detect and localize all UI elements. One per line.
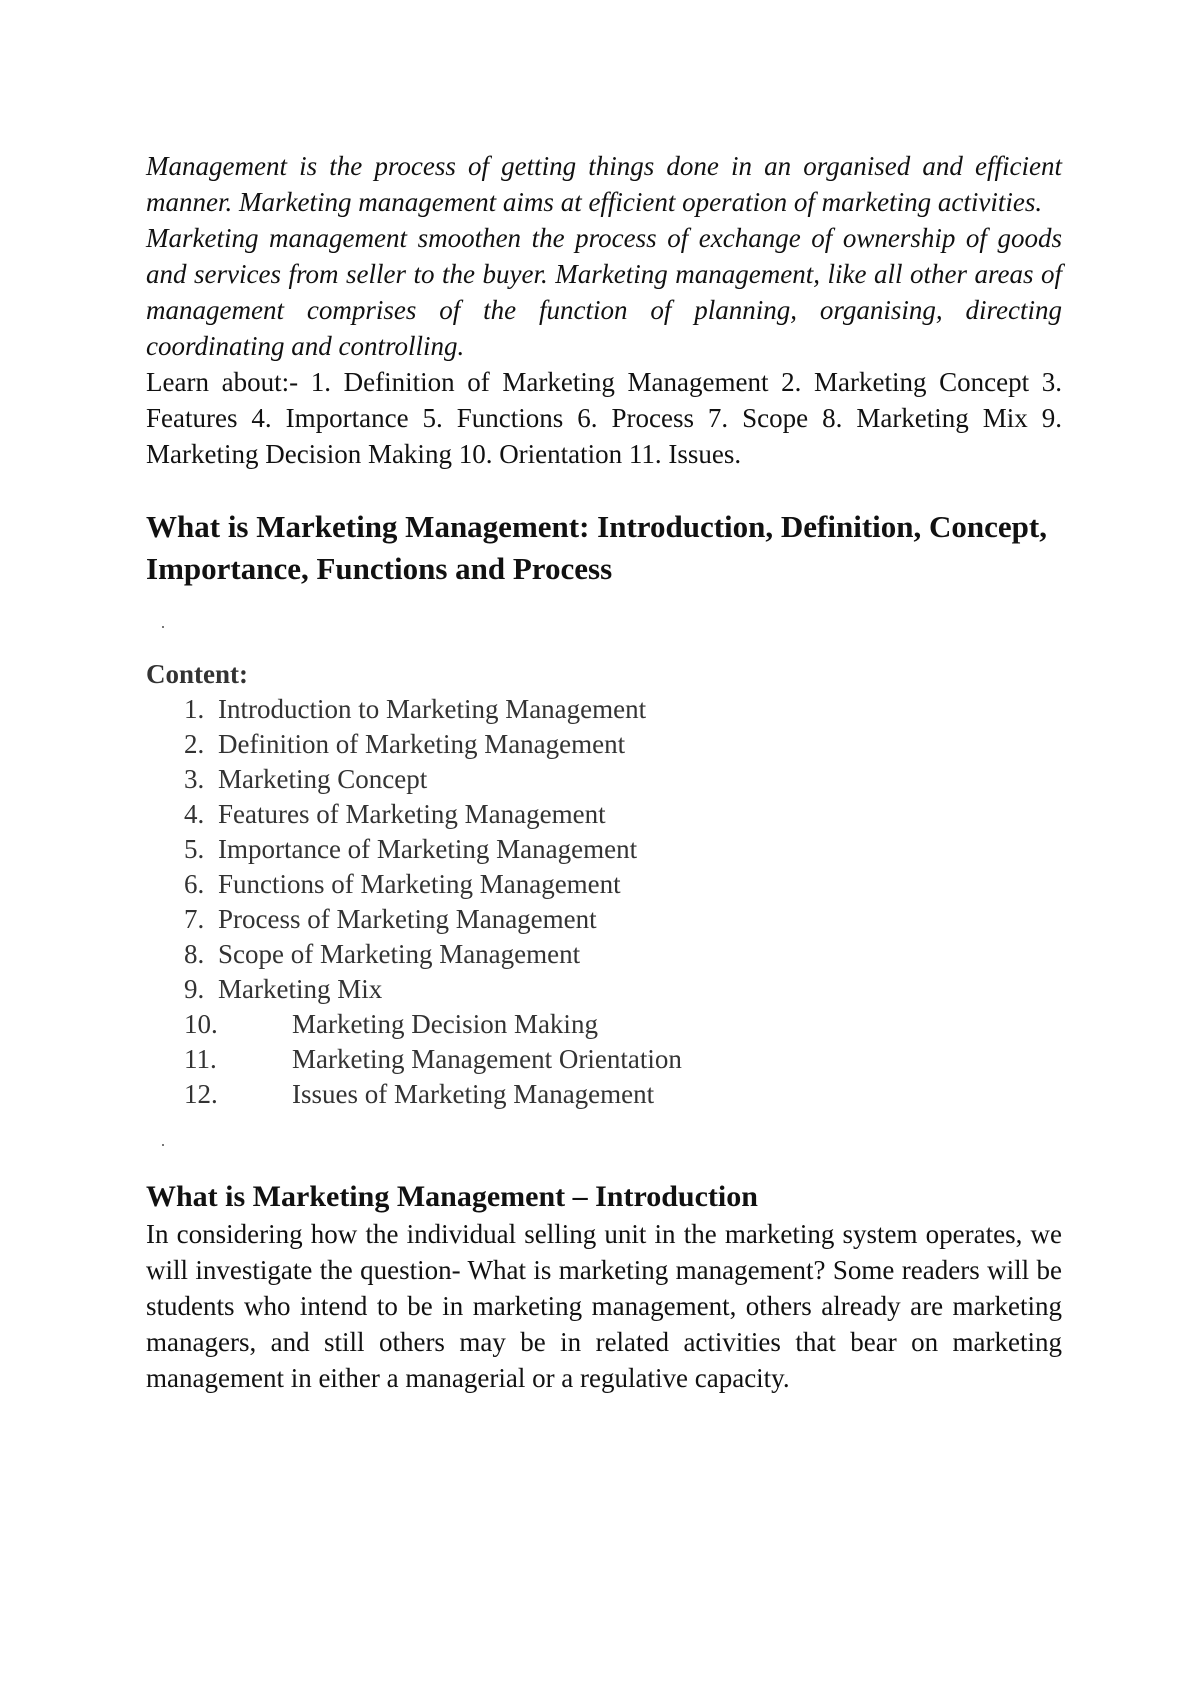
toc-item[interactable] — [146, 797, 1062, 832]
toc-item-number: 4. — [184, 799, 205, 829]
toc-item[interactable] — [146, 1077, 1062, 1112]
toc-item-number: 8. — [184, 939, 205, 969]
intro-italic-paragraph-1: Management is the process of getting things done in an organised and efficient manner. Marketing management aims at efficient operation of marketing activities. — [146, 151, 1062, 217]
content-label: Content: — [146, 659, 248, 689]
main-heading: What is Marketing Management: Introduction, Definition, Concept, Importance, Functions and Process — [146, 509, 1047, 586]
toc-item-text: Scope of Marketing Management — [218, 939, 581, 969]
toc-item-text: Definition of Marketing Management — [218, 729, 626, 759]
document-page — [146, 148, 1062, 1396]
toc-item-text: Importance of Marketing Management — [218, 834, 638, 864]
toc-item[interactable] — [146, 832, 1062, 867]
toc-item-text: Marketing Concept — [218, 764, 428, 794]
intro-italic-paragraph-2: Marketing management smoothen the process of exchange of ownership of goods and services from seller to the buyer. Marketing management, like all other areas of management comprises of the function of planning, organising, directing coordinating and controlling. — [146, 223, 1062, 361]
stray-dot — [162, 626, 164, 628]
stray-dot — [162, 1144, 164, 1146]
toc-item[interactable] — [146, 1007, 1062, 1042]
toc-item-text: Marketing Mix — [218, 974, 383, 1004]
toc-item-number: 3. — [184, 764, 205, 794]
toc-item-text: Introduction to Marketing Management — [218, 694, 647, 724]
toc-item-text: Marketing Decision Making — [292, 1009, 598, 1039]
toc-item-number: 2. — [184, 729, 205, 759]
toc-item[interactable] — [146, 692, 1062, 727]
toc-item-number: 1. — [184, 694, 205, 724]
toc-item-text: Features of Marketing Management — [218, 799, 606, 829]
toc-item-text: Marketing Management Orientation — [292, 1044, 682, 1074]
toc-item[interactable] — [146, 762, 1062, 797]
toc-item-text: Functions of Marketing Management — [218, 869, 621, 899]
toc-item-text: Process of Marketing Management — [218, 904, 597, 934]
toc-item-number: 7. — [184, 904, 205, 934]
learn-about-paragraph: Learn about:- 1. Definition of Marketing Management 2. Marketing Concept 3. Features 4. Importance 5. Functions 6. Process 7. Scope 8. Marketing Mix 9. Marketing Decision Making 10. Orientation 11. Issues. — [146, 367, 1062, 469]
toc-item-text: Issues of Marketing Management — [292, 1079, 655, 1109]
section-heading: What is Marketing Management – Introduction — [146, 1180, 758, 1213]
toc-item[interactable] — [146, 902, 1062, 937]
toc-item[interactable] — [146, 867, 1062, 902]
toc-item-number: 9. — [184, 974, 205, 1004]
toc-item[interactable] — [146, 727, 1062, 762]
toc-item[interactable] — [146, 972, 1062, 1007]
toc-item-number: 11. — [184, 1044, 217, 1074]
toc-item-number: 5. — [184, 834, 205, 864]
section-body-paragraph: In considering how the individual selling unit in the marketing system operates, we will investigate the question- What is marketing management? Some readers will be students who intend to be in marketing management, others already are marketing managers, and still others may be in related activities that bear on marketing management in either a managerial or a regulative capacity. — [146, 1219, 1062, 1393]
table-of-contents — [146, 692, 1062, 1112]
toc-item-number: 12. — [184, 1079, 218, 1109]
toc-item[interactable] — [146, 1042, 1062, 1077]
toc-item-number: 10. — [184, 1009, 218, 1039]
toc-item-number: 6. — [184, 869, 205, 899]
toc-item[interactable] — [146, 937, 1062, 972]
